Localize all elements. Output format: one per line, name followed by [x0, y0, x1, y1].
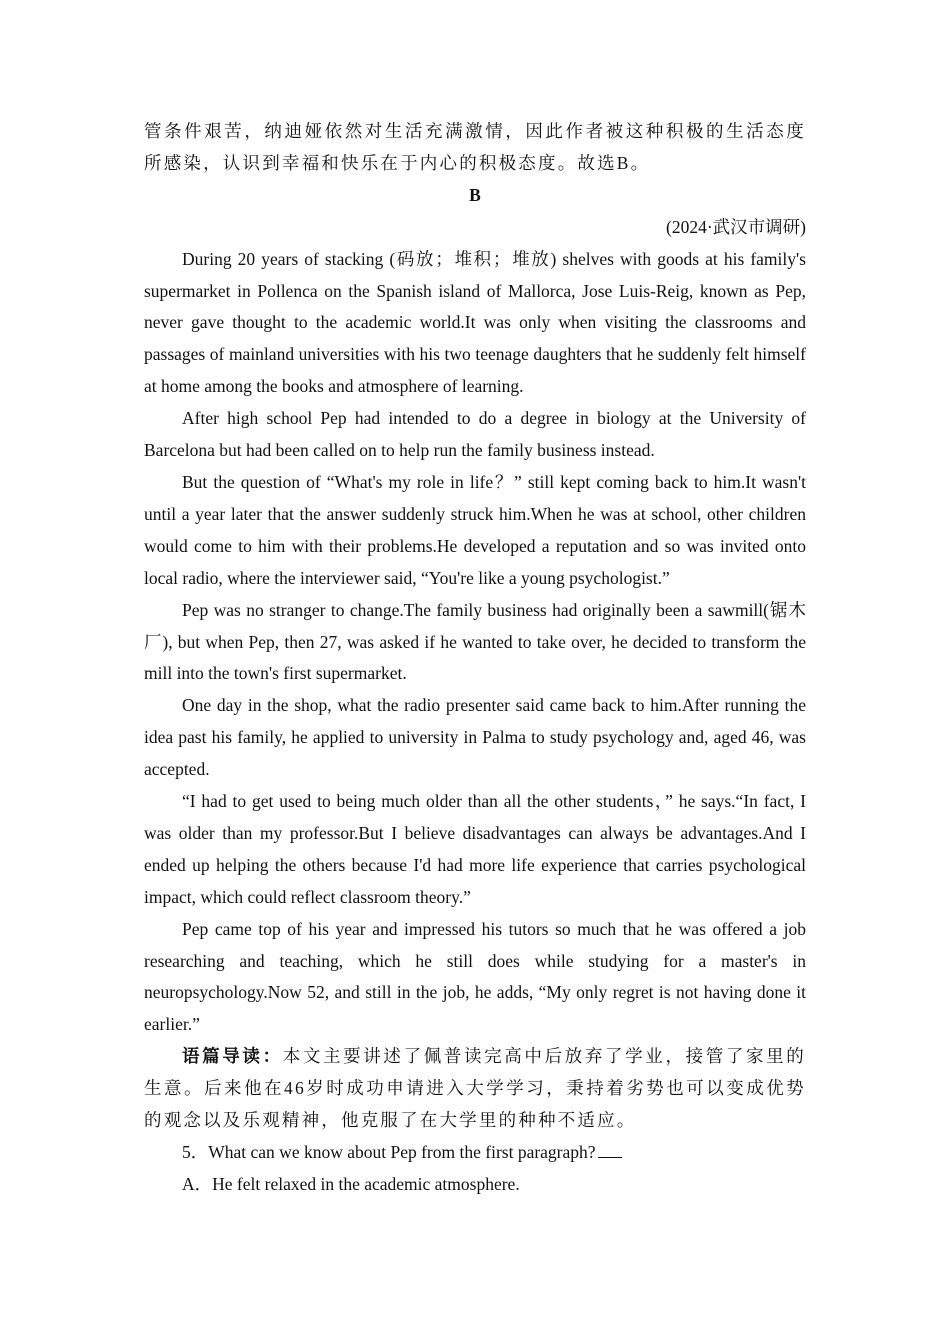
guide-text: 本文主要讲述了佩普读完高中后放弃了学业，接管了家里的生意。后来他在46岁时成功申请进入大学学习，秉持着劣势也可以变成优势的观念以及乐观精神，他克服了在大学里的种种不适应。 [144, 1046, 806, 1131]
passage-paragraph-5: One day in the shop, what the radio presenter said came back to him.After running the idea past his family, he applied to university in Palma to study psychology and, aged 46, was accepted. [144, 695, 806, 780]
passage-paragraph-3: But the question of “What's my role in life？” still kept coming back to him.It wasn't until a year later that the answer suddenly struck him.When he was at school, other children would come to him with their problems.He developed a reputation and so was invited onto local radio, where the interviewer said, “You're like a young psychologist.” [144, 471, 806, 588]
option-a-letter: A． [182, 1173, 213, 1194]
option-a [144, 1169, 806, 1201]
guide-label: 语篇导读： [182, 1046, 283, 1067]
passage-paragraph-1: During 20 years of stacking (码放；堆积；堆放) shelves with goods at his family's supermarket in Pollenca on the Spanish island of Mallorca, Jose Luis-Reig, known as Pep, never gave thought to the academic world.It was only when visiting the classrooms and passages of mainland universities with his two teenage daughters that he suddenly felt himself at home among the books and atmosphere of learning. [144, 248, 806, 397]
passage-guide [144, 1041, 806, 1137]
passage-paragraph-2: After high school Pep had intended to do a degree in biology at the University of Barcelona but had been called on to help run the family business instead. [144, 408, 806, 461]
answer-blank[interactable] [598, 1140, 622, 1159]
passage-paragraph-4: Pep was no stranger to change.The family business had originally been a sawmill(锯木厂), but when Pep, then 27, was asked if he wanted to take over, he decided to transform the mill into the town's first supermarket. [144, 599, 806, 684]
passage-paragraph-7: Pep came top of his year and impressed his tutors so much that he was offered a job researching and teaching, which he still does while studying for a master's in neuropsychology.Now 52, and still in the job, he adds, “My only regret is not having done it earlier.” [144, 918, 806, 1035]
source-citation: (2024·武汉市调研) [666, 216, 806, 237]
intro-paragraph: 管条件艰苦，纳迪娅依然对生活充满激情，因此作者被这种积极的生活态度所感染，认识到幸福和快乐在于内心的积极态度。故选B。 [144, 121, 806, 173]
question-5 [144, 1137, 806, 1169]
question-text: What can we know about Pep from the first paragraph? [208, 1142, 596, 1162]
section-label: B [469, 184, 481, 205]
document-page [144, 116, 806, 1201]
passage-paragraph-6: “I had to get used to being much older than all the other students，” he says.“In fact, I was older than my professor.But I believe disadvantages can always be advantages.And I ended up helping the others because I'd had more life experience that carries psychological impact, which could reflect classroom theory.” [144, 791, 806, 907]
option-a-text: He felt relaxed in the academic atmosphere. [212, 1173, 520, 1194]
question-number: 5． [182, 1142, 209, 1162]
